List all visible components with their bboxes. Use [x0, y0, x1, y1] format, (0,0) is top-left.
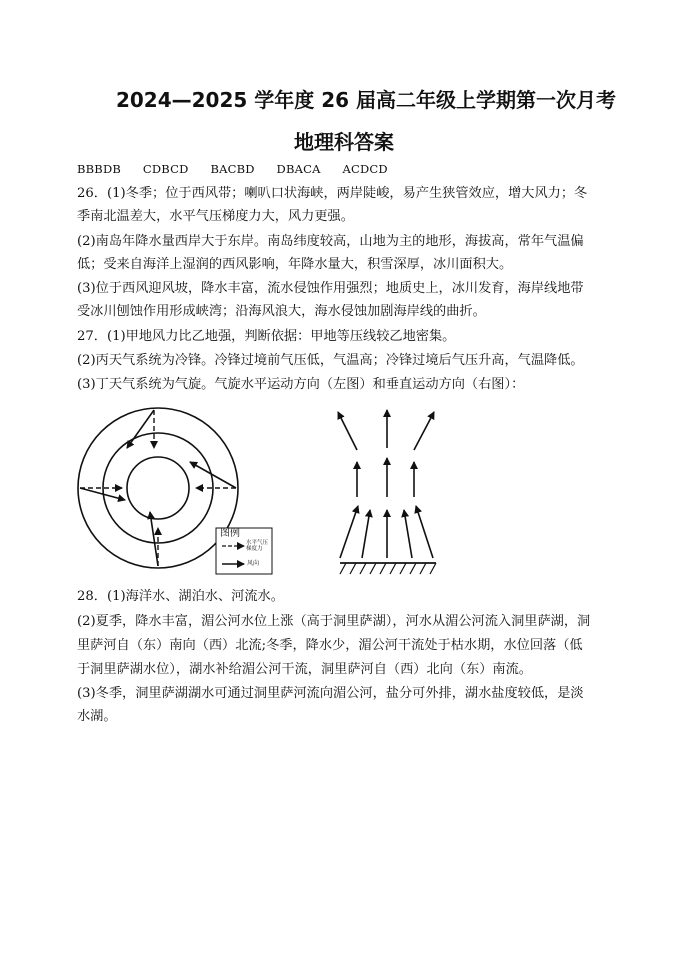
page-title: 2024—2025 学年度 26 届高二年级上学期第一次月考	[115, 88, 617, 112]
q27-line: (3)丁天气系统为气旋。气旋水平运动方向（左图）和垂直运动方向（右图）：	[77, 377, 525, 392]
answer-key-group: BBBDB	[77, 162, 122, 176]
q27-line: 27．(1)甲地风力比乙地强，判断依据：甲地等压线较乙地密集。	[77, 329, 456, 344]
q26-line: 26．(1)冬季；位于西风带；喇叭口状海峡，两岸陡峻，易产生狭管效应，增大风力；冬	[77, 186, 588, 201]
legend-pgf-label: 水平气压梯度力	[246, 540, 269, 552]
ground-hatching	[340, 563, 436, 574]
updraft-arrow	[404, 510, 412, 558]
updraft-arrow	[338, 412, 357, 450]
wind-arrow	[150, 512, 158, 566]
q28-line: 28．(1)海洋水、湖泊水、河流水。	[77, 589, 284, 604]
answer-key-group: DBACA	[276, 162, 321, 176]
page-subtitle: 地理科答案	[294, 130, 394, 154]
q28-line: 水湖。	[77, 709, 117, 724]
updraft-arrow	[414, 412, 434, 450]
q26-line: 季南北温差大，水平气压梯度力大，风力更强。	[77, 209, 354, 224]
cyclone-horizontal-diagram	[78, 408, 238, 568]
cyclone-vertical-diagram	[338, 410, 436, 574]
q26-line: (2)南岛年降水量西岸大于东岸。南岛纬度较高，山地为主的地形，海拔高，常年气温偏	[77, 234, 584, 249]
legend-wind-label: 风向	[247, 560, 260, 567]
answer-key-group: ACDCD	[342, 162, 388, 176]
isobar-middle	[103, 433, 213, 543]
q27-line: (2)丙天气系统为冷锋。冷锋过境前气压低，气温高；冷锋过境后气压升高，气温降低。	[77, 353, 584, 368]
q28-line: (3)冬季，洞里萨湖湖水可通过洞里萨河流向湄公河，盐分可外排，湖水盐度较低，是淡	[77, 686, 584, 701]
isobar-inner	[127, 457, 189, 519]
answer-key-group: BACBD	[210, 162, 255, 176]
updraft-arrow	[362, 510, 370, 558]
legend-title: 图例	[220, 528, 240, 539]
q26-line: 低；受来自海洋上湿润的西风影响，年降水量大，积雪深厚，冰川面积大。	[77, 257, 513, 272]
q28-line: (2)夏季，降水丰富，湄公河水位上涨（高于洞里萨湖），河水从湄公河流入洞里萨湖，洞	[77, 614, 591, 629]
q28-line: 里萨河自（东）南向（西）北流;冬季，降水少，湄公河干流处于枯水期，水位回落（低	[77, 638, 583, 653]
q28-line: 于洞里萨湖水位），湖水补给湄公河干流，洞里萨河自（西）北向（东）南流。	[77, 662, 532, 677]
q26-line: (3)位于西风迎风坡，降水丰富，流水侵蚀作用强烈；地质史上，冰川发育，海岸线地带	[77, 281, 584, 296]
answer-key-group: CDBCD	[142, 162, 189, 176]
wind-arrow	[127, 410, 154, 448]
updraft-arrow	[340, 506, 358, 558]
updraft-arrow	[416, 506, 433, 558]
isobar-outer	[78, 408, 238, 568]
q26-line: 受冰川刨蚀作用形成峡湾；沿海风浪大，海水侵蚀加剧海岸线的曲折。	[77, 304, 486, 319]
